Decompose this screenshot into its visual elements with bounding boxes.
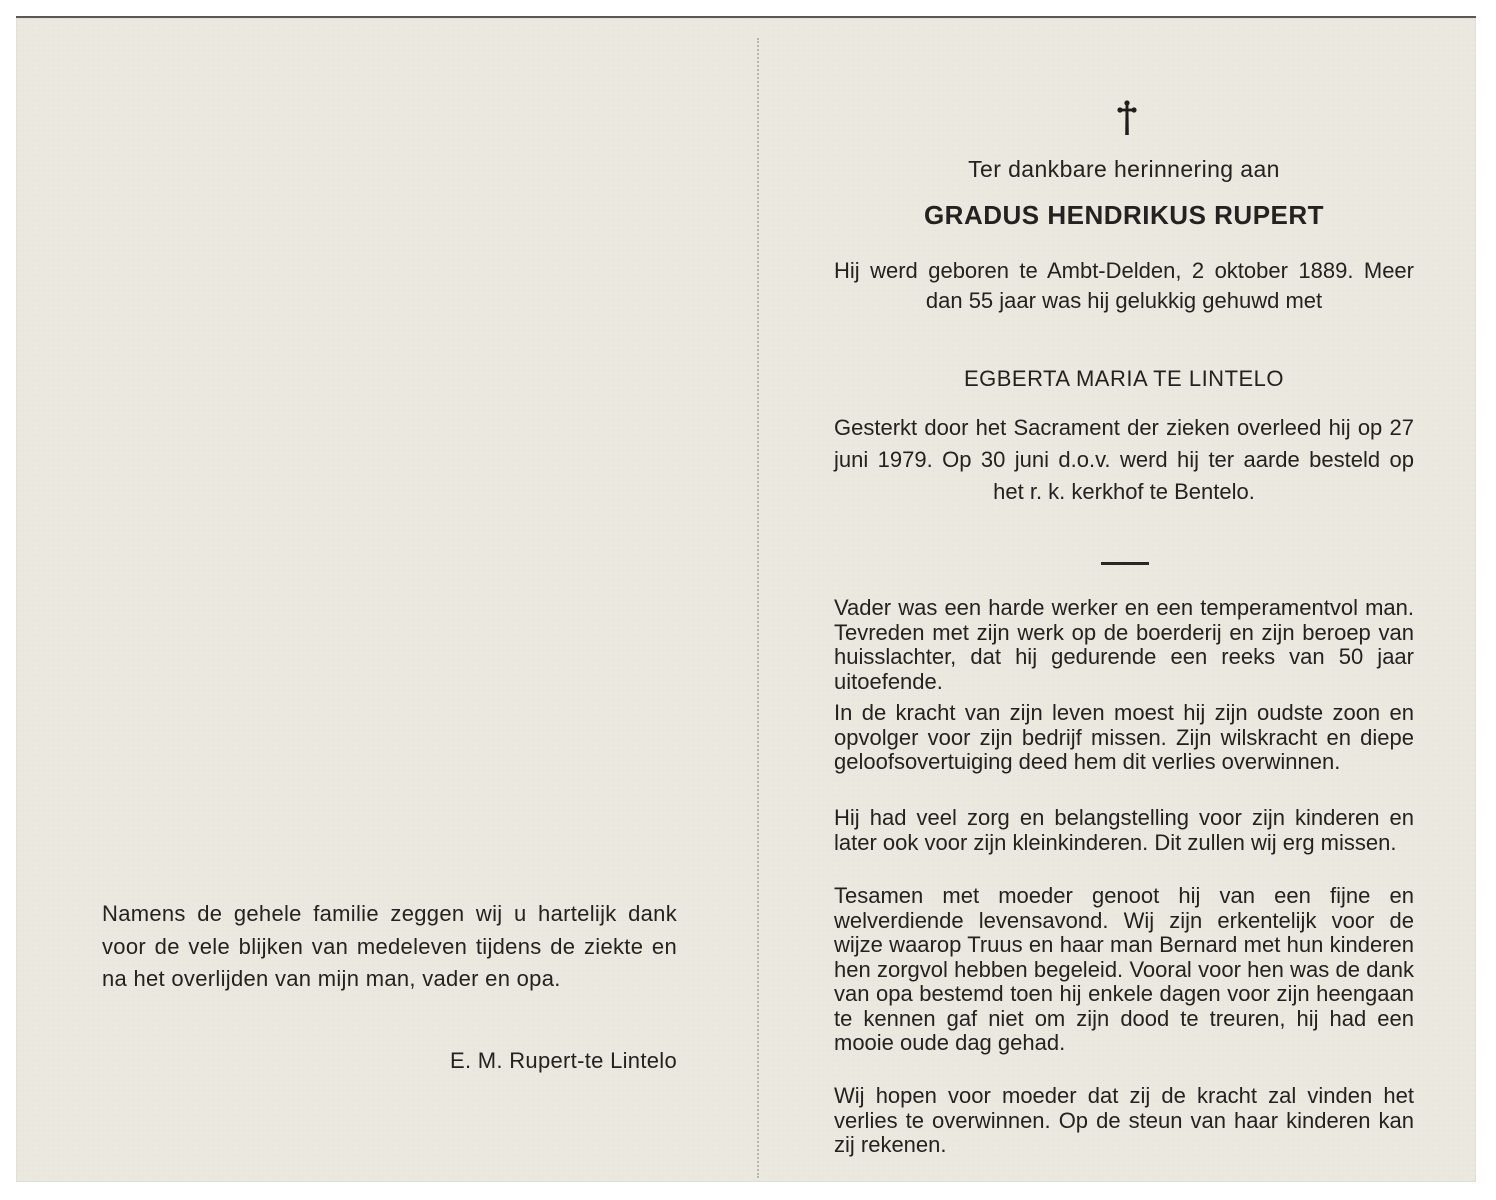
biography-paragraph: In de kracht van zijn leven moest hij zijn oudste zoon en opvolger voor zijn bedrijf missen. Zijn wilskracht en diepe geloofsovertuiging deed hem dit verlies overwinnen. [834, 700, 1414, 774]
section-divider [1101, 562, 1149, 565]
deceased-name: GRADUS HENDRIKUS RUPERT [923, 200, 1325, 230]
intro-text: Ter dankbare herinnering aan [968, 156, 1280, 182]
memorial-card [16, 16, 1476, 1182]
birth-marriage-text: Hij werd geboren te Ambt-Delden, 2 oktober 1889. Meer dan 55 jaar was hij gelukkig gehuwd met [834, 258, 1414, 313]
thank-you-text: Namens de gehele familie zeggen wij u hartelijk dank voor de vele blijken van medeleven tijdens de ziekte en na het overlijden van mijn man, vader en opa. [102, 901, 677, 991]
biography-paragraph: Wij hopen voor moeder dat zij de kracht zal vinden het verlies te overwinnen. Op de steun van haar kinderen kan zij rekenen. [834, 1083, 1414, 1157]
biography-paragraph: Vader was een harde werker en een temperamentvol man. Tevreden met zijn werk op de boerderij en zijn beroep van huisslachter, dat hij gedurende een reeks van 50 jaar uitoefende. [834, 595, 1414, 694]
death-burial-text: Gesterkt door het Sacrament der zieken overleed hij op 27 juni 1979. Op 30 juni d.o.v. werd hij ter aarde besteld op het r. k. kerkhof te Bentelo. [834, 415, 1414, 504]
biography-paragraph: Hij had veel zorg en belangstelling voor zijn kinderen en later ook voor zijn kleinkinderen. Dit zullen wij erg missen. [834, 805, 1414, 855]
signature: E. M. Rupert-te Lintelo [450, 1048, 677, 1073]
biography-paragraph: Tesamen met moeder genoot hij van een fijne en welverdiende levensavond. Wij zijn erkentelijk voor de wijze waarop Truus en haar man Bernard met hun kinderen hen zorgvol hebben begeleid. Vooral voor hen was de dank van opa bestemd toen hij enkele dagen voor zijn heengaan te kennen gaf niet om zijn dood te treuren, hij had een mooie oude dag gehad. [834, 883, 1414, 1055]
fold-crease [757, 38, 759, 1178]
latin-cross-icon [1117, 100, 1137, 136]
spouse-name: EGBERTA MARIA TE LINTELO [963, 366, 1285, 391]
